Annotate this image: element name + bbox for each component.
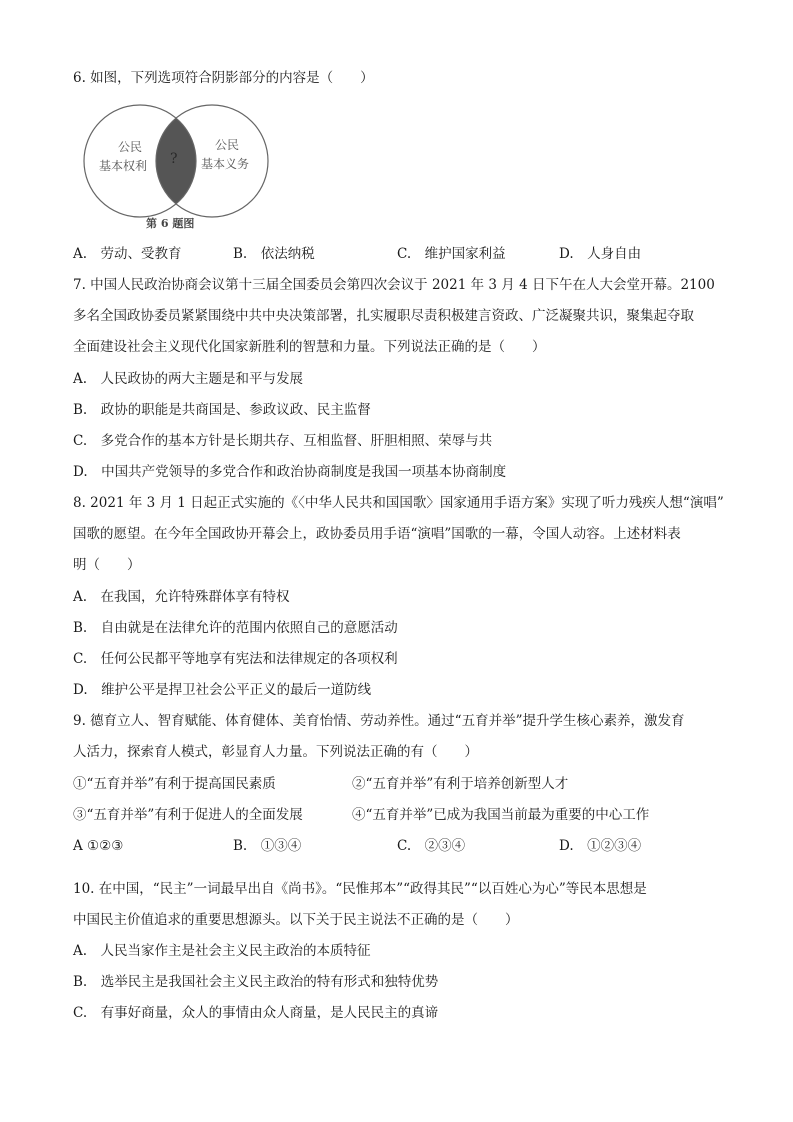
q10-option-b[interactable]: B. 选举民主是我国社会主义民主政治的特有形式和独特优势: [73, 974, 439, 990]
q9-statement-2: ②“五育并举”有利于培养创新型人才: [352, 776, 569, 792]
q6-stem: 6. 如图，下列选项符合阴影部分的内容是（ ）: [73, 70, 374, 86]
q6-option-b[interactable]: B. 依法纳税: [233, 246, 315, 262]
q7-stem-line-3: 全面建设社会主义现代化国家新胜利的智慧和力量。下列说法正确的是（ ）: [73, 339, 546, 355]
q9-option-d[interactable]: D. ①②③④: [559, 838, 642, 854]
venn-right-label-2: 基本义务: [201, 157, 250, 171]
q8-option-c[interactable]: C. 任何公民都平等地享有宪法和法律规定的各项权利: [73, 651, 398, 667]
q6-option-d[interactable]: D. 人身自由: [559, 246, 642, 262]
venn-left-label-1: 公民: [118, 140, 143, 154]
venn-right-label-1: 公民: [215, 138, 240, 152]
q9-statement-4: ④“五育并举”已成为我国当前最为重要的中心工作: [352, 807, 650, 823]
q7-stem-line-2: 多名全国政协委员紧紧围绕中共中央决策部署，扎实履职尽责积极建言资政、广泛凝聚共识，聚集起夺取: [73, 308, 694, 324]
q10-stem-line-1: 10. 在中国，“民主”一词最早出自《尚书》。“民惟邦本”“政得其民”“以百姓心为心”等民本思想是: [73, 881, 647, 897]
q10-option-a[interactable]: A. 人民当家作主是社会主义民主政治的本质特征: [73, 943, 371, 959]
q9-option-c[interactable]: C. ②③④: [397, 838, 466, 854]
q6-option-c[interactable]: C. 维护国家利益: [397, 246, 506, 262]
q8-option-a[interactable]: A. 在我国，允许特殊群体享有特权: [73, 589, 290, 605]
q8-stem-line-1: 8. 2021 年 3 月 1 日起正式实施的《〈中华人民共和国国歌〉国家通用手语方案》实现了听力残疾人想“演唱”: [73, 495, 724, 511]
q8-stem-line-2: 国歌的愿望。在今年全国政协开幕会上，政协委员用手语“演唱”国歌的一幕，令国人动容。上述材料表: [73, 526, 681, 542]
q9-option-b[interactable]: B. ①③④: [233, 838, 302, 854]
q7-option-a[interactable]: A. 人民政协的两大主题是和平与发展: [73, 371, 304, 387]
venn-left-label-2: 基本权利: [99, 159, 148, 173]
q10-stem-line-2: 中国民主价值追求的重要思想源头。以下关于民主说法不正确的是（ ）: [73, 912, 519, 928]
q9-stem-line-1: 9. 德育立人、智育赋能、体育健体、美育怡情、劳动养性。通过“五育并举”提升学生核心素养，激发育: [73, 713, 685, 729]
q9-stem-line-2: 人活力，探索育人模式，彰显育人力量。下列说法正确的有（ ）: [73, 744, 478, 760]
q7-stem-line-1: 7. 中国人民政治协商会议第十三届全国委员会第四次会议于 2021 年 3 月 4 日下午在人大会堂开幕。2100: [73, 277, 715, 293]
venn-diagram: [78, 103, 274, 231]
q7-option-d[interactable]: D. 中国共产党领导的多党合作和政治协商制度是我国一项基本协商制度: [73, 464, 507, 480]
q9-statement-3: ③“五育并举”有利于促进人的全面发展: [73, 807, 303, 823]
q7-option-b[interactable]: B. 政协的职能是共商国是、参政议政、民主监督: [73, 402, 371, 418]
q7-option-c[interactable]: C. 多党合作的基本方针是长期共存、互相监督、肝胆相照、荣辱与共: [73, 433, 493, 449]
q8-option-d[interactable]: D. 维护公平是捍卫社会公平正义的最后一道防线: [73, 682, 372, 698]
q9-option-a[interactable]: A ①②③: [73, 838, 124, 854]
q8-option-b[interactable]: B. 自由就是在法律允许的范围内依照自己的意愿活动: [73, 620, 398, 636]
q9-statement-1: ①“五育并举”有利于提高国民素质: [73, 776, 276, 792]
q8-stem-line-3: 明（ ）: [73, 557, 141, 573]
figure-caption: 第 6 题图: [146, 217, 195, 230]
q10-option-c[interactable]: C. 有事好商量，众人的事情由众人商量，是人民民主的真谛: [73, 1005, 439, 1021]
venn-center-mark: ?: [170, 151, 178, 167]
q6-option-a[interactable]: A. 劳动、受教育: [73, 246, 182, 262]
